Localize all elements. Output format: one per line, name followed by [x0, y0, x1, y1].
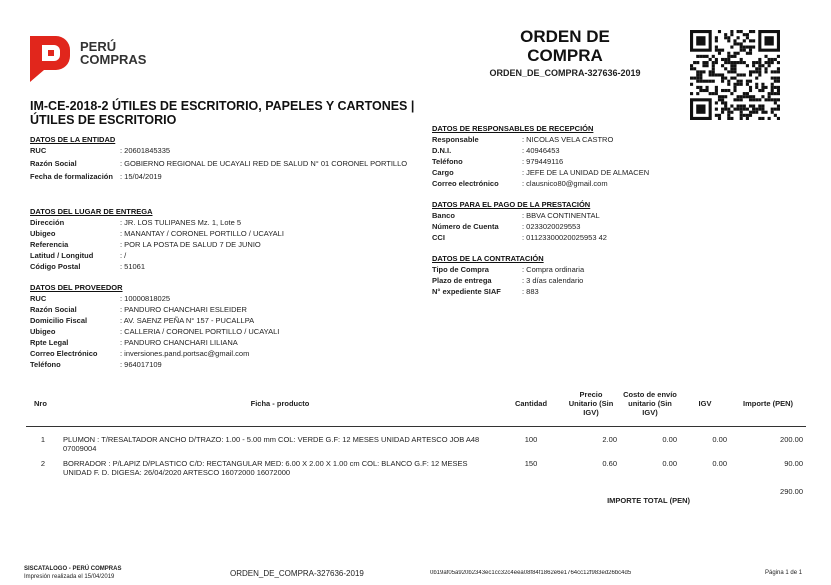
recepcion-responsable: Responsable : NICOLAS VELA CASTRO: [432, 135, 792, 144]
order-title-line2: COMPRA: [527, 46, 603, 65]
entrega-heading: DATOS DEL LUGAR DE ENTREGA: [30, 207, 153, 216]
pago-section: [432, 200, 792, 242]
recepcion-correo: Correo electrónico : clausnico80@gmail.com: [432, 179, 792, 188]
entidad-heading: DATOS DE LA ENTIDAD: [30, 135, 116, 144]
brand-line2: COMPRAS: [80, 52, 147, 67]
proveedor-section: [30, 283, 420, 369]
order-title-box: [470, 27, 660, 78]
header-envio: Costo de envío unitario (Sin IGV): [623, 390, 677, 418]
header-importe: Importe (PEN): [742, 399, 793, 409]
recepcion-section: [432, 124, 792, 188]
table-row: 1 PLUMON : T/RESALTADOR ANCHO D/TRAZO: 1.00 - 5.00 mm COL: VERDE G.F: 12 MESES UNIDAD ARTESCO JOB A48 07009004 100 2.00 0.00 0.00 200.00: [26, 426, 806, 456]
proveedor-heading: DATOS DEL PROVEEDOR: [30, 283, 123, 292]
entrega-codigo-postal: Código Postal : 51061: [30, 262, 420, 271]
header-cantidad: Cantidad: [514, 399, 548, 409]
entrega-referencia: Referencia : POR LA POSTA DE SALUD 7 DE JUNIO: [30, 240, 420, 249]
entidad-razon-social: Razón Social : GOBIERNO REGIONAL DE UCAYALI RED DE SALUD N° 01 CORONEL PORTILLO: [30, 159, 420, 168]
items-table: [26, 382, 806, 506]
footer-page: Página 1 de 1: [765, 570, 803, 576]
brand-line1: PERÚ: [80, 39, 117, 54]
entrega-direccion: Dirección : JR. LOS TULIPANES Mz. 1, Lote 5: [30, 218, 420, 227]
contratacion-heading: DATOS DE LA CONTRATACIÓN: [432, 254, 544, 263]
header-ficha: Ficha - producto: [250, 399, 310, 409]
proveedor-razon-social: Razón Social : PANDURO CHANCHARI ESLEIDER: [30, 305, 420, 314]
footer-code: ORDEN_DE_COMPRA-327636-2019: [230, 569, 364, 578]
total-value: 290.00: [780, 487, 803, 496]
pago-banco: Banco : BBVA CONTINENTAL: [432, 211, 792, 220]
proveedor-correo: Correo Electrónico : inversiones.pand.portsac@gmail.com: [30, 349, 420, 358]
table-row: 2 BORRADOR : P/LAPIZ D/PLASTICO C/D: RECTANGULAR MED: 6.00 X 2.00 X 1.00 cm COL: BLANCO G.F: 12 MESES UNIDAD F. D. DIGESA: 26/04/2020 ARTESCO 16072000 16072000 150 0.60 0.00 0.00 90.00: [40, 459, 803, 477]
footer-hash: 0b19af05a920b2343ec1cc32c4eea08f84f1862e6e1764cc12f983ed26bc4d5: [430, 570, 632, 576]
total-label: IMPORTE TOTAL (PEN): [607, 496, 690, 505]
pago-cuenta: Número de Cuenta : 0233020029553: [432, 222, 792, 231]
document-title: IM-CE-2018-2 ÚTILES DE ESCRITORIO, PAPELES Y CARTONES | ÚTILES DE ESCRITORIO: [30, 99, 415, 127]
recepcion-dni: D.N.I. : 40946453: [432, 146, 792, 155]
peru-compras-logo-icon: [26, 32, 72, 84]
proveedor-ubigeo: Ubigeo : CALLERIA / CORONEL PORTILLO / UCAYALI: [30, 327, 420, 336]
contratacion-plazo: Plazo de entrega : 3 días calendario: [432, 276, 792, 285]
proveedor-telefono: Teléfono : 964017109: [30, 360, 420, 369]
recepcion-telefono: Teléfono : 979449116: [432, 157, 792, 166]
entidad-section: [30, 135, 420, 181]
footer-system: SISCATALOGO - PERÚ COMPRAS: [24, 566, 122, 572]
pago-heading: DATOS PARA EL PAGO DE LA PRESTACIÓN: [432, 200, 591, 209]
entidad-ruc: RUC : 20601845335: [30, 146, 420, 155]
order-title-line1: ORDEN DE: [520, 27, 610, 46]
contratacion-tipo: Tipo de Compra : Compra ordinaria: [432, 265, 792, 274]
recepcion-heading: DATOS DE RESPONSABLES DE RECEPCIÓN: [432, 124, 594, 133]
contratacion-section: [432, 254, 792, 296]
table-header-row: [26, 382, 806, 426]
qr-code-icon: [690, 30, 780, 120]
proveedor-rpte-legal: Rpte Legal : PANDURO CHANCHARI LILIANA: [30, 338, 420, 347]
proveedor-ruc: RUC : 10000818025: [30, 294, 420, 303]
entidad-fecha: Fecha de formalización : 15/04/2019: [30, 172, 420, 181]
entrega-latlong: Latitud / Longitud : /: [30, 251, 420, 260]
header-igv: IGV: [698, 399, 712, 409]
order-code: ORDEN_DE_COMPRA-327636-2019: [489, 68, 641, 78]
contratacion-siaf: N° expediente SIAF : 883: [432, 287, 792, 296]
header-precio: Precio Unitario (Sin IGV): [568, 390, 614, 418]
entrega-section: [30, 207, 420, 271]
header-nro: Nro: [34, 399, 47, 409]
footer-printed: Impresión realizada el 15/04/2019: [24, 574, 115, 580]
pago-cci: CCI : 01123300020025953 42: [432, 233, 792, 242]
recepcion-cargo: Cargo : JEFE DE LA UNIDAD DE ALMACEN: [432, 168, 792, 177]
proveedor-domicilio: Domicilio Fiscal : AV. SAENZ PEÑA N° 157 - PUCALLPA: [30, 316, 420, 325]
brand-name: [80, 40, 146, 66]
entrega-ubigeo: Ubigeo : MANANTAY / CORONEL PORTILLO / UCAYALI: [30, 229, 420, 238]
